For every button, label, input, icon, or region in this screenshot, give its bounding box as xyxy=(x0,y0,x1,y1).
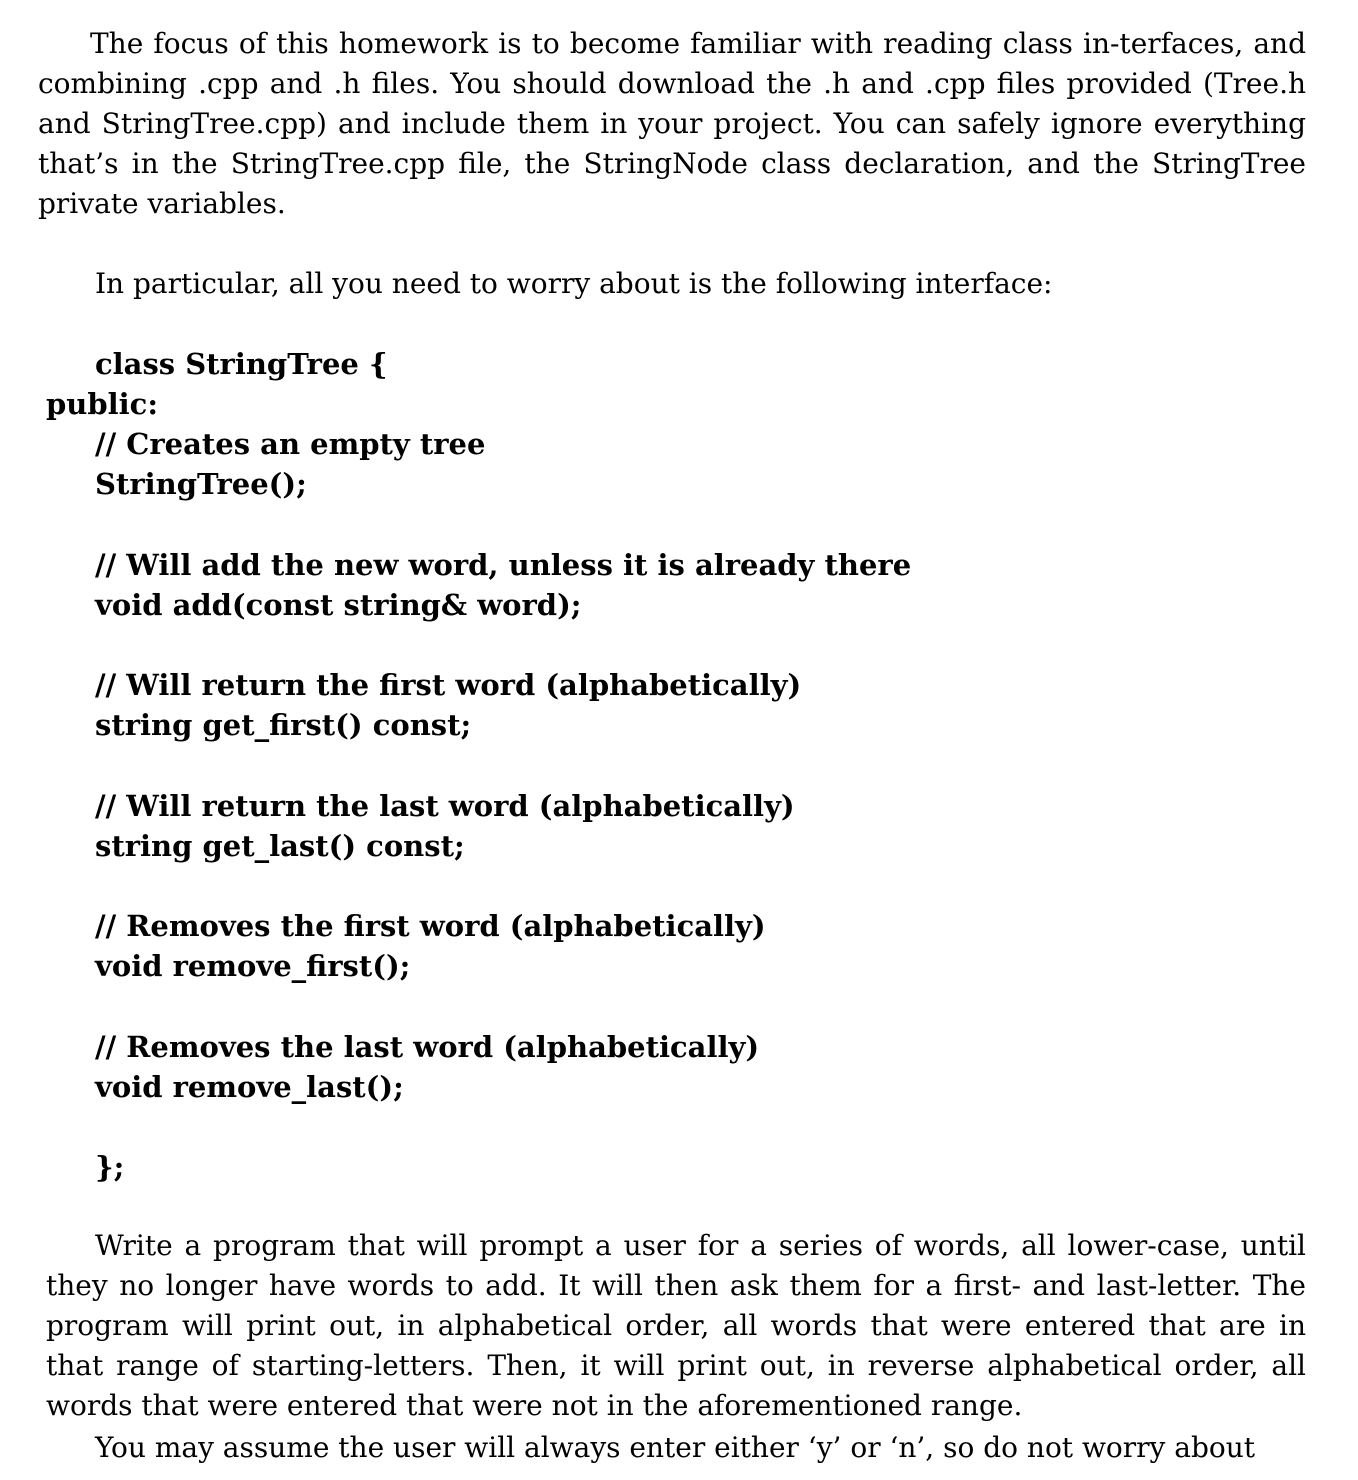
code-add: void add(const string& word); xyxy=(95,588,582,622)
code-get-last: string get_last() const; xyxy=(95,829,465,863)
code-remove-first: void remove_first(); xyxy=(95,949,411,983)
code-comment-remove-last: // Removes the last word (alphabetically) xyxy=(95,1030,760,1064)
assumption-line: You may assume the user will always enter either ‘y’ or ‘n’, so do not worry about xyxy=(95,1431,1256,1464)
code-constructor: StringTree(); xyxy=(95,467,307,501)
code-class-open: class StringTree { xyxy=(95,347,388,381)
code-comment-remove-first: // Removes the first word (alphabetically) xyxy=(95,909,766,943)
task-paragraph: Write a program that will prompt a user for a series of words, all lower-case, until they no longer have words to add. It will then ask them for a first- and last-letter. The program will print out, in alphabetical order, all words that were entered that are in that range of starting-letters. Then, it will print out, in reverse alphabetical order, all words that were entered that were not in the aforementioned range. xyxy=(46,1229,1306,1422)
code-class-close: }; xyxy=(95,1150,125,1184)
code-remove-last: void remove_last(); xyxy=(95,1070,404,1104)
code-public-label: public: xyxy=(46,387,159,421)
code-comment-get-first: // Will return the first word (alphabetically) xyxy=(95,668,802,702)
intro-paragraph: The focus of this homework is to become familiar with reading class in-terfaces, and combining .cpp and .h files. You should download the .h and .cpp files provided (Tree.h and StringTree.cpp) and include them in your project. You can safely ignore everything that’s in the StringTree.cpp file, the StringNode class declaration, and the StringTree private variables. xyxy=(38,27,1306,220)
code-comment-constructor: // Creates an empty tree xyxy=(95,427,486,461)
code-comment-add: // Will add the new word, unless it is already there xyxy=(95,548,912,582)
interface-intro-paragraph: In particular, all you need to worry about is the following interface: xyxy=(95,267,1053,300)
code-get-first: string get_first() const; xyxy=(95,708,472,742)
code-comment-get-last: // Will return the last word (alphabetically) xyxy=(95,789,795,823)
